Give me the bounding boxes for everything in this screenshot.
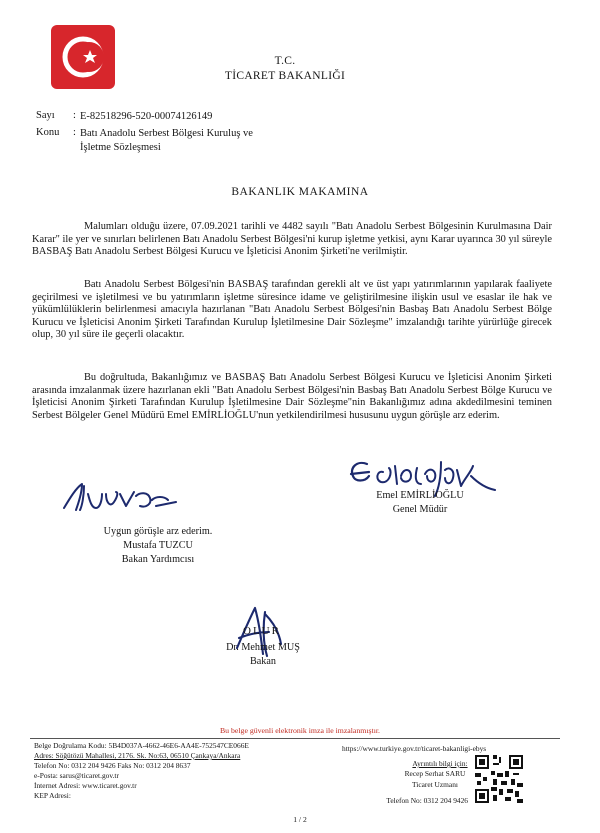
- footer-email[interactable]: e-Posta: sarus@ticaret.gov.tr: [34, 771, 119, 780]
- info-label: Ayrıntılı bilgi için:: [412, 759, 468, 768]
- info-title: Ticaret Uzmanı: [412, 780, 458, 789]
- signer-right-title: Genel Müdür: [392, 504, 448, 515]
- konu-separator: :: [73, 127, 76, 138]
- approval-name: Dr. Mehmet MUŞ: [226, 642, 300, 653]
- konu-line1: Batı Anadolu Serbest Bölgesi Kuruluş ve: [80, 128, 253, 139]
- signer-left-line1: Uygun görüşle arz ederim.: [103, 526, 213, 537]
- signer-left-name: Mustafa TUZCU: [123, 540, 193, 551]
- footer-address: Adres: Söğütözü Mahallesi, 2176. Sk. No:63, 06510 Çankaya/Ankara: [34, 751, 241, 760]
- page-number: 1 / 2: [293, 815, 307, 824]
- info-phone: Telefon No: 0312 204 9426: [386, 796, 468, 805]
- footer-divider: [30, 738, 560, 739]
- signature-tuzcu: [60, 478, 180, 516]
- addressee-title: BAKANLIK MAKAMINA: [231, 186, 369, 198]
- sayi-label: Sayı: [36, 110, 55, 121]
- konu-label: Konu: [36, 127, 60, 138]
- verification-url[interactable]: https://www.turkiye.gov.tr/ticaret-bakanligi-ebys: [342, 744, 487, 753]
- footer-phone-fax: Telefon No: 0312 204 9426 Faks No: 0312 204 8637: [34, 761, 191, 770]
- sayi-value: E-82518296-520-00074126149: [80, 111, 213, 122]
- signer-left-title: Bakan Yardımcısı: [121, 554, 195, 565]
- approval-title: Bakan: [249, 656, 277, 667]
- sayi-separator: :: [73, 110, 76, 121]
- signer-right-name: Emel EMİRLİOĞLU: [376, 490, 464, 501]
- footer-kep: KEP Adresi:: [34, 791, 71, 800]
- paragraph-1: Malumları olduğu üzere, 07.09.2021 tarihli ve 4482 sayılı "Batı Anadolu Serbest Bölgesinin Kurulmasına Dair Karar" ile yer ve sınırları belirlenen Batı Anadolu Serbest Bölgesi'ni kurup işletme yetkisi, aynı Karar uyarınca 30 yıl süreyle BASBAŞ Batı Anadolu Serbest Bölgesi Kurucu ve İşleticisi Anonim Şirketi'ne verilmiştir.: [32, 221, 553, 258]
- footer-internet[interactable]: İnternet Adresi: www.ticaret.gov.tr: [34, 781, 137, 790]
- verification-code: Belge Doğrulama Kodu: 5B4D037A-4662-46E6-AA4E-752547CE066E: [34, 741, 249, 750]
- paragraph-2: Batı Anadolu Serbest Bölgesi'nin BASBAŞ tarafından gerekli alt ve üst yapı yatırımlarının yapılarak faaliyete geçirilmesi ve işletilmesi ve bu yatırımların işletme süresince idame ve geliştirilmesine ilişkin usul ve esaslar ile hak ve yükümlülüklerin belirlenmesi amacıyla hazırlanan "Batı Anadolu Serbest Bölgesi'nin Basbaş Batı Anadolu Serbest Bölge Kurucu ve İşleticisi Anonim Şirketi Tarafından Kurulup İşletilmesine Dair Sözleşme" imzalandığı tarihte yürürlüğe girecek olup, 30 yıl süre ile geçerli olacaktır.: [32, 279, 552, 341]
- ministry-logo: [50, 24, 116, 90]
- approval-word: OLUR: [243, 625, 281, 637]
- header-line1: T.C.: [274, 55, 296, 67]
- qr-code: [473, 753, 525, 805]
- konu-line2: İşletme Sözleşmesi: [80, 142, 161, 153]
- info-name: Recep Serhat SARU: [404, 769, 466, 778]
- header-ministry-name: TİCARET BAKANLIĞI: [224, 70, 346, 82]
- e-signature-note: Bu belge güvenli elektronik imza ile imzalanmıştır.: [219, 726, 380, 735]
- paragraph-3: Bu doğrultuda, Bakanlığımız ve BASBAŞ Batı Anadolu Serbest Bölgesi Kurucu ve İşleticisi Anonim Şirketi arasında imzalanmak üzere hazırlanan ekli "Batı Anadolu Serbest Bölgesi'nin Basbaş Batı Anadolu Serbest Bölge Kurucu ve İşleticisi Anonim Şirketi Tarafından Kurulup İşletilmesine Dair Sözleşme"nin Bakanlığımız adına akdedilmesini teminen Serbest Bölgeler Genel Müdürü Emel EMİRLİOĞLU'nun yetkilendirilmesi hususunu uygun görüşle arz ederim.: [32, 372, 552, 421]
